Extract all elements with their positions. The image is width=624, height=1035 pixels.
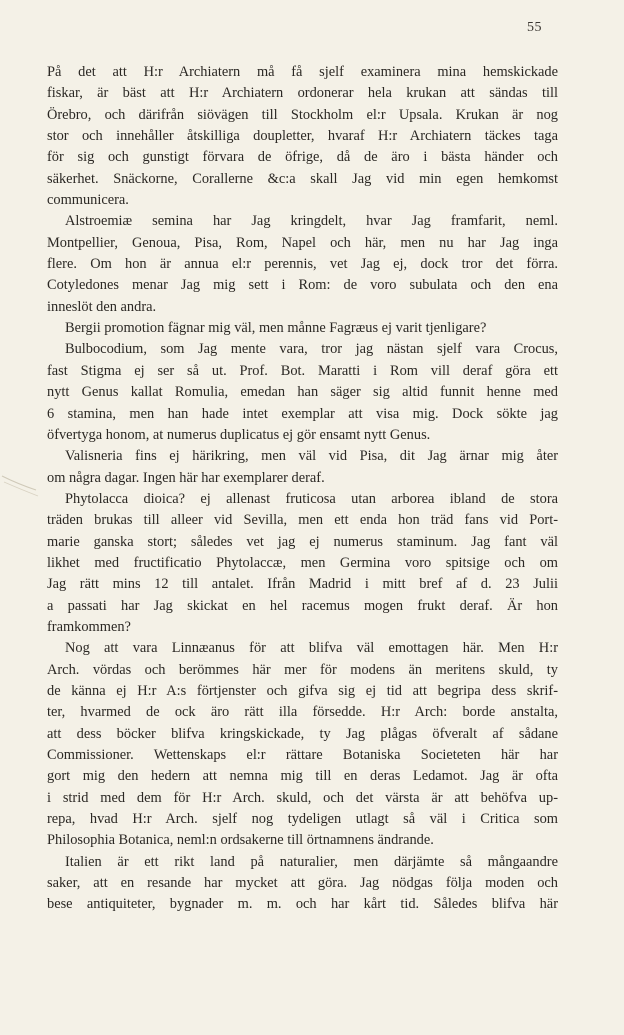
body-text <box>47 62 558 916</box>
text-line: Montpellier, Genoua, Pisa, Rom, Napel och här, men nu har Jag inga <box>47 234 558 251</box>
text-line: Arch. vördas och berömmes här mer för modens än meritens skuld, ty <box>47 661 558 678</box>
text-line: stor och innehåller åtskilliga doupletter, hvaraf H:r Archiatern täckes taga <box>47 128 558 145</box>
text-line: de känna ej H:r A:s förtjenster och gifva sig ej tid att begripa dess skrif- <box>47 682 558 699</box>
text-line: om några dagar. Ingen här har exemplarer deraf. <box>47 469 325 486</box>
margin-crease-mark <box>0 470 40 500</box>
text-line: communicera. <box>47 192 129 209</box>
text-line: Örebro, och därifrån siövägen till Stockholm el:r Upsala. Krukan är nog <box>47 106 558 123</box>
text-line: i strid med dem för H:r Arch. skuld, och det värsta är att behöfva up- <box>47 789 558 806</box>
text-line: fast Stigma ej ser så ut. Prof. Bot. Maratti i Rom vill deraf göra ett <box>47 362 558 379</box>
text-line: saker, att en resande har mycket att göra. Jag nödgas följa moden och <box>47 875 558 892</box>
text-line: Philosophia Botanica, neml:n ordsakerne till örtnamnens ändrande. <box>47 832 434 849</box>
text-line: säkerhet. Snäckorne, Corallerne &c:a skall Jag vid min egen hemkomst <box>47 170 558 187</box>
text-line: fiskar, är bäst att H:r Archiatern ordonerar hela krukan att sändas till <box>47 85 558 102</box>
text-line: att dess böcker blifva kringskickade, ty Jag plågas öfveralt af sådane <box>47 725 558 742</box>
text-line: På det att H:r Archiatern må få sjelf examinera mina hemskickade <box>47 64 558 80</box>
text-line: nytt Genus kallat Romulia, emedan han säger sig altid funnit henne med <box>47 384 558 401</box>
text-line: öfvertyga honom, at numerus duplicatus ej gör ensamt nytt Genus. <box>47 426 431 443</box>
text-line: Bergii promotion fägnar mig väl, men månne Fagræus ej varit tjenligare? <box>65 320 487 337</box>
text-line: träden brukas till alleer vid Sevilla, men ett enda hon träd fans vid Port- <box>47 512 558 529</box>
text-line: Italien är ett rikt land på naturalier, men därjämte så mångaandre <box>65 853 558 870</box>
text-line: Alstroemiæ semina har Jag kringdelt, hvar Jag framfarit, neml. <box>65 213 558 230</box>
text-line: Jag rätt mins 12 till antalet. Ifrån Madrid i mitt bref af d. 23 Julii <box>47 576 558 593</box>
text-line: inneslöt den andra. <box>47 298 157 315</box>
text-line: 6 stamina, men han hade intet exemplar att visa mig. Dock sökte jag <box>47 405 558 422</box>
text-line: Commissioner. Wettenskaps el:r rättare Botaniska Societeten här har <box>47 747 558 763</box>
text-line: flere. Om hon är annua el:r perennis, vet Jag ej, dock tror det förra. <box>47 256 558 273</box>
text-line: Cotyledones menar Jag mig sett i Rom: de voro subulata och den ena <box>47 277 558 294</box>
page-number: 55 <box>527 20 542 35</box>
text-line: a passati har Jag skickat en hel racemus mogen frukt deraf. Är hon <box>47 597 558 614</box>
text-line: gort mig den hedern att nemna mig till en deras Ledamot. Jag är ofta <box>47 768 558 785</box>
text-line: Bulbocodium, som Jag mente vara, tror jag nästan sjelf vara Crocus, <box>65 341 558 358</box>
text-line: marie ganska stort; således vet jag ej numerus staminum. Jag fant väl <box>47 533 558 550</box>
text-line: repa, hvad H:r Arch. sjelf nog tydeligen utlagt så väl i Critica som <box>47 811 558 828</box>
text-line: Phytolacca dioica? ej allenast fruticosa utan arborea ibland de stora <box>65 490 558 507</box>
text-line: för sig och gunstigt förvara de öfrige, då de äro i bästa händer och <box>47 149 558 166</box>
text-line: Nog att vara Linnæanus för att blifva väl emottagen här. Men H:r <box>65 640 558 657</box>
text-line: Valisneria fins ej härikring, men väl vid Pisa, dit Jag ärnar mig åter <box>65 448 558 465</box>
text-line: framkommen? <box>47 618 131 635</box>
text-line: bese antiquiteter, bygnader m. m. och har kårt tid. Således blifva här <box>47 896 558 913</box>
text-line: ter, hvarmed de ock äro rätt illa försedde. H:r Arch: borde anstalta, <box>47 704 558 721</box>
text-line: likhet med fructificatio Phytolaccæ, men Germina voro spitsige och om <box>47 554 558 571</box>
